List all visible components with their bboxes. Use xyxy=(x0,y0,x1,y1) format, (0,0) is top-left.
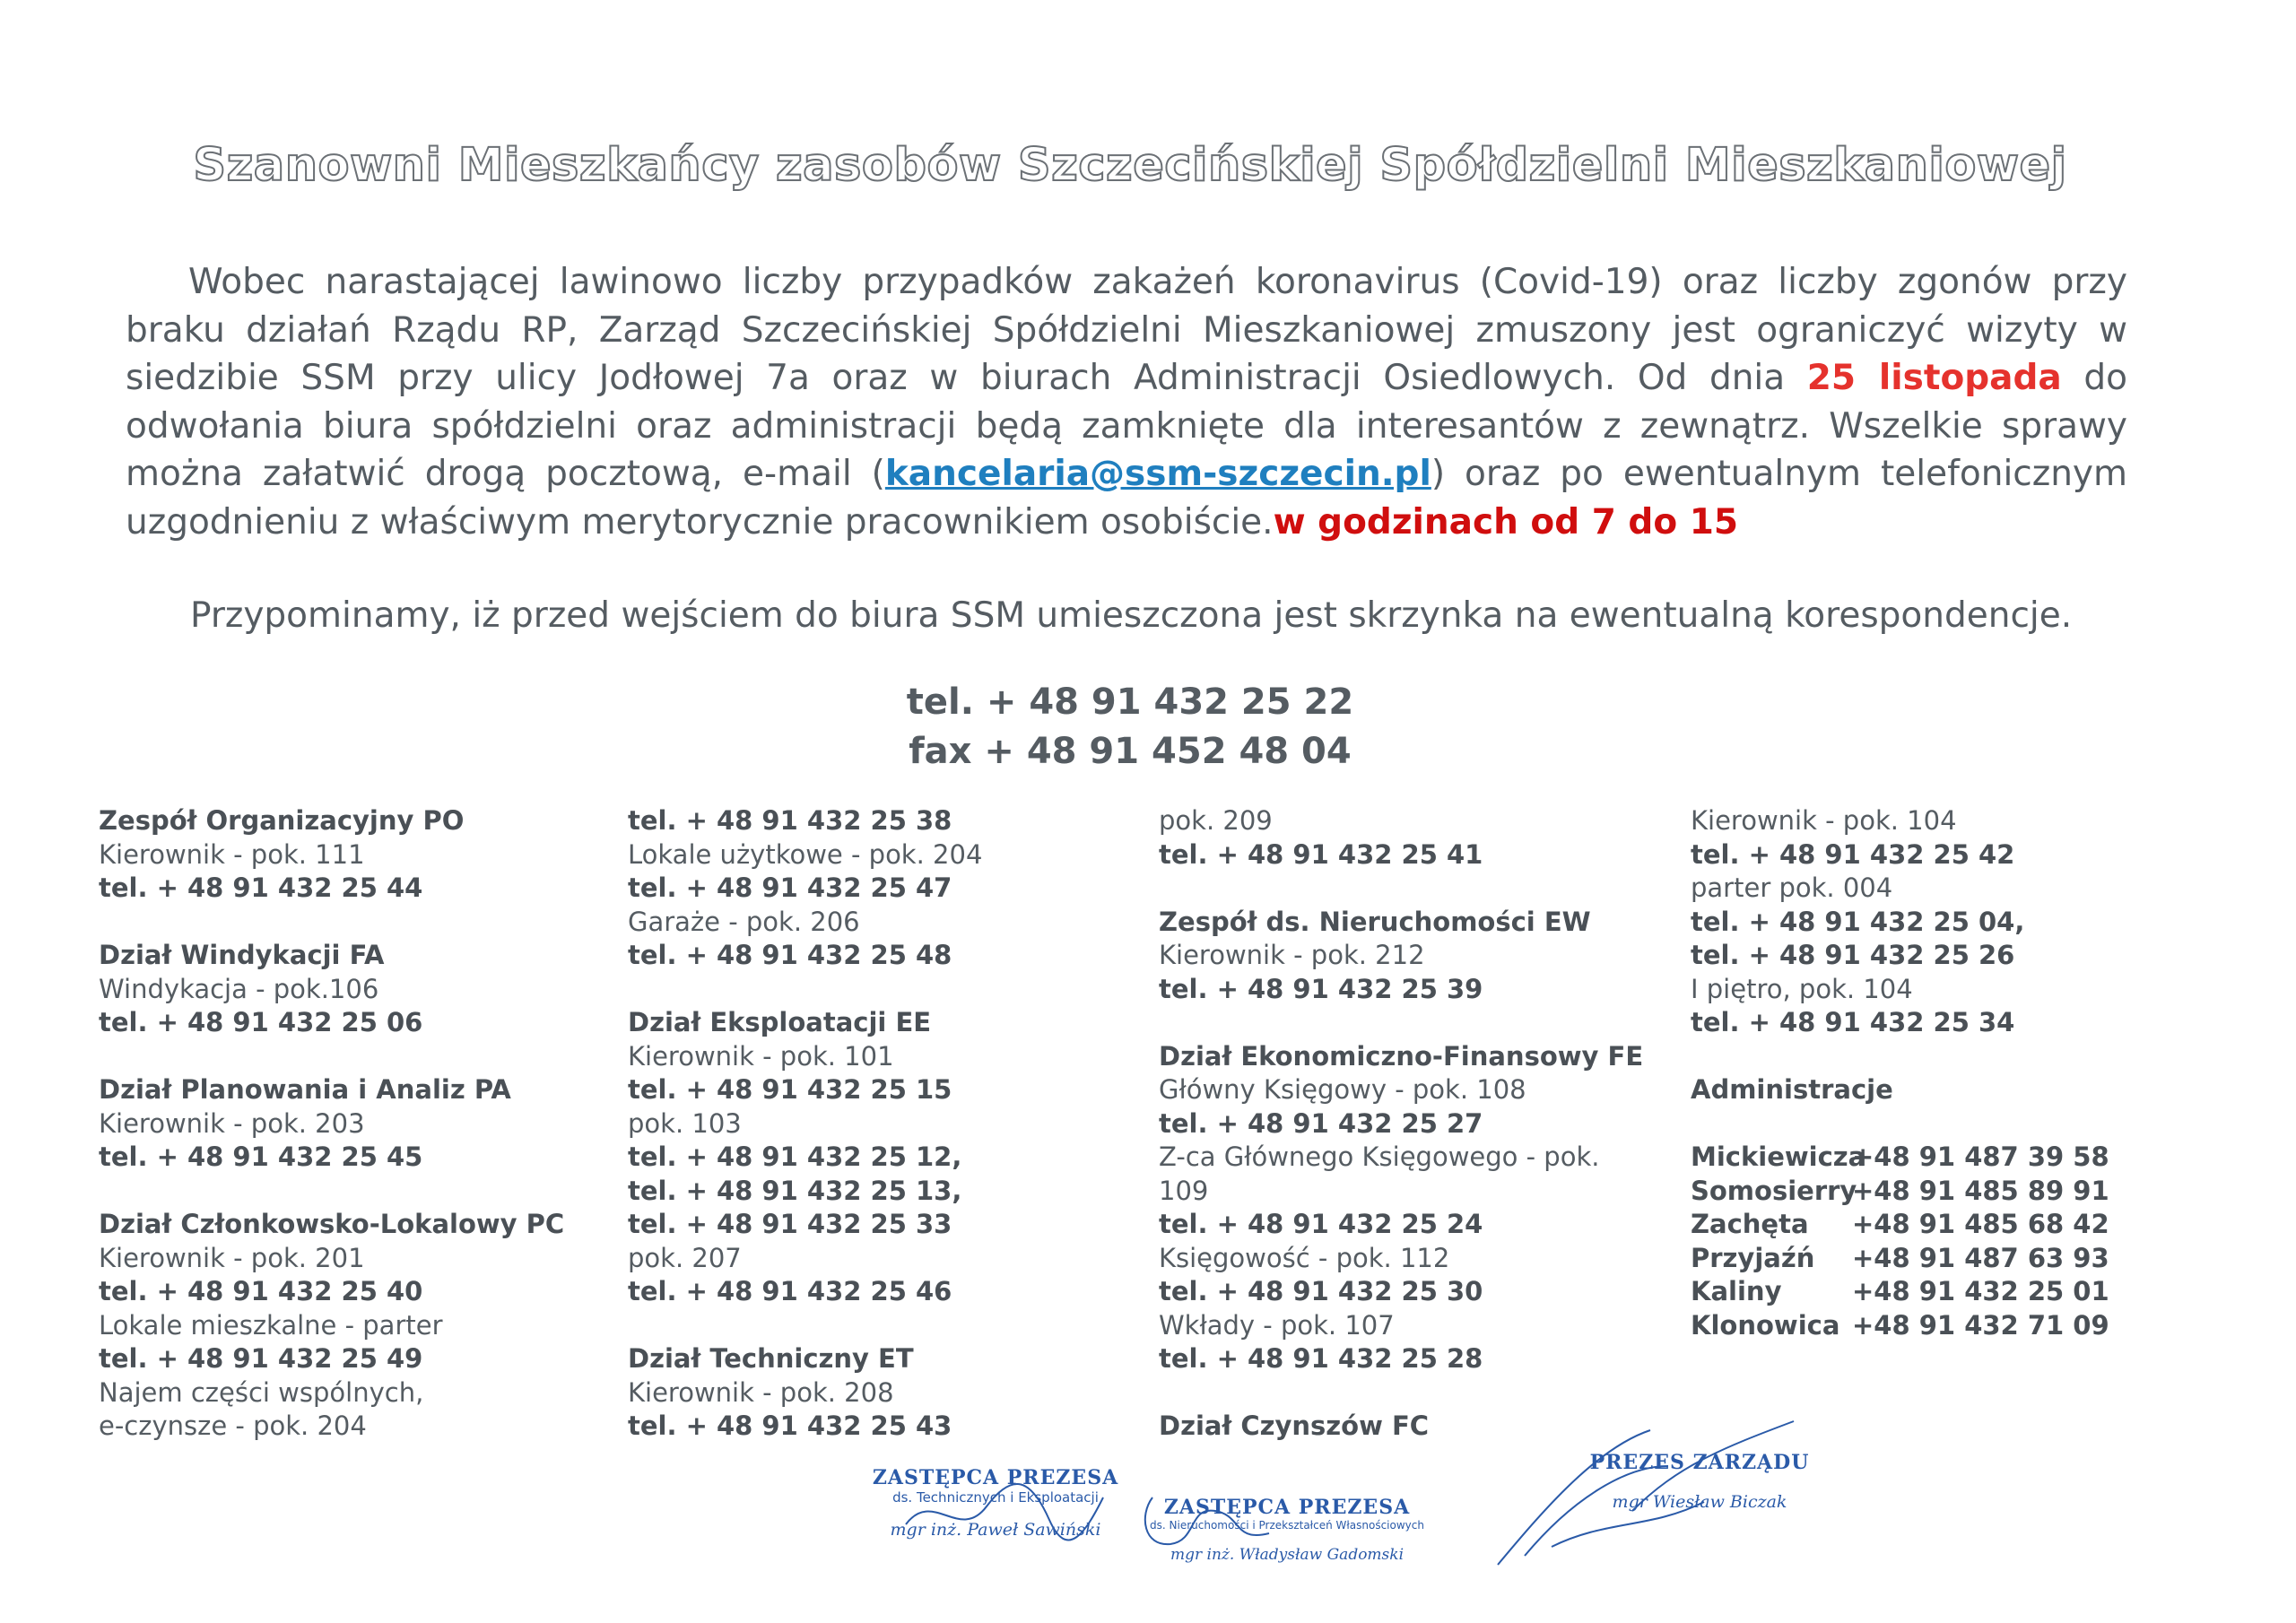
admin-phone: +48 91 485 68 42 xyxy=(1852,1209,2109,1239)
administracje-heading: Administracje xyxy=(1691,1074,1893,1105)
contact-line: Lokale mieszkalne - parter xyxy=(99,1309,443,1341)
contact-phone: tel. + 48 91 432 25 06 xyxy=(99,1007,423,1037)
contact-line: pok. 209 xyxy=(1159,805,1273,836)
contact-phone: tel. + 48 91 432 25 48 xyxy=(628,940,952,970)
main-fax: fax + 48 91 452 48 04 xyxy=(909,731,1352,772)
contact-line: Główny Księgowy - pok. 108 xyxy=(1159,1074,1526,1105)
contact-phone: tel. + 48 91 432 25 30 xyxy=(1159,1276,1483,1306)
contact-phone: tel. + 48 91 432 25 45 xyxy=(99,1141,423,1172)
contact-line: pok. 103 xyxy=(628,1107,742,1139)
contact-phone: tel. + 48 91 432 25 38 xyxy=(628,805,952,836)
contact-phone: tel. + 48 91 432 25 34 xyxy=(1691,1007,2015,1037)
contact-column-1 xyxy=(99,804,610,1444)
admin-row xyxy=(1691,1175,2229,1209)
contact-phone: tel. + 48 91 432 25 49 xyxy=(99,1343,423,1374)
contact-phone: tel. + 48 91 432 25 43 xyxy=(628,1410,952,1441)
stamp-heading: ZASTĘPCA PREZESA xyxy=(1163,1496,1411,1519)
admin-name: Klonowica xyxy=(1691,1309,1840,1341)
contact-line: Kierownik - pok. 104 xyxy=(1691,805,1957,836)
contact-phone: tel. + 48 91 432 25 26 xyxy=(1691,940,2015,970)
main-phone: tel. + 48 91 432 25 22 xyxy=(906,681,1354,723)
admin-name: Kaliny xyxy=(1691,1276,1782,1306)
contact-phone: tel. + 48 91 432 25 24 xyxy=(1159,1209,1483,1239)
contact-phone: tel. + 48 91 432 25 47 xyxy=(628,872,952,903)
contact-phone: tel. + 48 91 432 25 15 xyxy=(628,1074,952,1105)
date-highlight: 25 listopada xyxy=(1806,358,2062,398)
admin-name: Zachęta xyxy=(1691,1209,1809,1239)
intro-paragraph xyxy=(126,258,2127,546)
contact-column-3 xyxy=(1159,804,1670,1444)
admin-row xyxy=(1691,1275,2229,1309)
contact-line: pok. 207 xyxy=(628,1242,742,1273)
contact-line: Kierownik - pok. 203 xyxy=(99,1107,365,1139)
page-title: Szanowni Mieszkańcy zasobów Szczecińskiej Spółdzielni Mieszkaniowej xyxy=(193,139,2067,192)
contact-line: parter pok. 004 xyxy=(1691,872,1893,903)
signature-1 xyxy=(897,1471,1112,1551)
contact-line: Kierownik - pok. 111 xyxy=(99,838,365,870)
contact-line: Wkłady - pok. 107 xyxy=(1159,1309,1395,1341)
contact-phone: tel. + 48 91 432 25 46 xyxy=(628,1276,952,1306)
contact-line: Lokale użytkowe - pok. 204 xyxy=(628,838,983,870)
stamp-name: mgr Wiesław Biczak xyxy=(1612,1492,1787,1512)
stamp-name: mgr inż. Paweł Sawiński xyxy=(890,1520,1101,1540)
reminder-text: Przypominamy, iż przed wejściem do biura SSM umieszczona jest skrzynka na ewentualną korespondencje. xyxy=(190,595,2073,636)
email-link[interactable]: kancelaria@ssm-szczecin.pl xyxy=(884,454,1431,494)
contact-phone: tel. + 48 91 432 25 04, xyxy=(1691,906,2025,937)
admin-phone: +48 91 487 39 58 xyxy=(1852,1141,2109,1172)
contact-phone: tel. + 48 91 432 25 28 xyxy=(1159,1343,1483,1374)
contact-column-2 xyxy=(628,804,1139,1444)
dept-heading: Zespół ds. Nieruchomości EW xyxy=(1159,906,1591,937)
dept-heading: Dział Techniczny ET xyxy=(628,1343,914,1374)
contact-line: Najem części wspólnych, xyxy=(99,1376,424,1408)
contact-phone: tel. + 48 91 432 25 40 xyxy=(99,1276,423,1306)
contact-phone: tel. + 48 91 432 25 13, xyxy=(628,1175,962,1206)
contact-line: Z-ca Głównego Księgowego - pok. xyxy=(1159,1141,1600,1172)
admin-name: Przyjaźń xyxy=(1691,1242,1815,1273)
admin-name: Somosierry xyxy=(1691,1175,1857,1206)
contact-line: Kierownik - pok. 101 xyxy=(628,1040,894,1072)
contact-phone: tel. + 48 91 432 25 41 xyxy=(1159,838,1483,870)
contact-phone: tel. + 48 91 432 25 27 xyxy=(1159,1107,1483,1139)
dept-heading: Dział Ekonomiczno-Finansowy FE xyxy=(1159,1040,1644,1072)
dept-heading: Dział Eksploatacji EE xyxy=(628,1007,932,1037)
dept-heading: Dział Czynszów FC xyxy=(1159,1410,1430,1441)
admin-phone: +48 91 432 25 01 xyxy=(1852,1276,2109,1306)
dept-heading: Dział Windykacji FA xyxy=(99,940,385,970)
contact-line: Garaże - pok. 206 xyxy=(628,906,860,937)
stamp-name: mgr inż. Władysław Gadomski xyxy=(1170,1546,1405,1564)
admin-phone: +48 91 485 89 91 xyxy=(1852,1175,2109,1206)
stamp-subtitle: ds. Nieruchomości i Przekształceń Własnościowych xyxy=(1150,1519,1424,1532)
admin-row xyxy=(1691,1242,2229,1276)
contact-phone: tel. + 48 91 432 25 42 xyxy=(1691,838,2015,870)
contact-phone: tel. + 48 91 432 25 39 xyxy=(1159,973,1483,1004)
contact-line: I piętro, pok. 104 xyxy=(1691,973,1913,1004)
dept-heading: Dział Planowania i Analiz PA xyxy=(99,1074,511,1105)
contact-line: Windykacja - pok.106 xyxy=(99,973,379,1004)
signature-3 xyxy=(1489,1412,1830,1574)
contact-phone: tel. + 48 91 432 25 44 xyxy=(99,872,423,903)
admin-row xyxy=(1691,1309,2229,1343)
admin-row xyxy=(1691,1141,2229,1175)
contact-line: e-czynsze - pok. 204 xyxy=(99,1410,367,1441)
intro-text-3: ) oraz po ewentualnym telefonicznym uzgodnieniu z właściwym merytorycznie pracownikiem osobiście. xyxy=(126,454,2127,542)
contact-line: Kierownik - pok. 212 xyxy=(1159,940,1425,970)
signature-2 xyxy=(1135,1480,1296,1560)
main-contact xyxy=(0,678,2260,777)
stamp-heading: ZASTĘPCA PREZESA xyxy=(872,1466,1119,1489)
stamp-heading: PREZES ZARZĄDU xyxy=(1589,1451,1810,1474)
intro-text-2: do odwołania biura spółdzielni oraz administracji będą zamknięte dla interesantów z zewnątrz. Wszelkie sprawy można załatwić drogą pocztową, e-mail ( xyxy=(126,358,2128,494)
contact-line: 109 xyxy=(1159,1175,1209,1206)
contact-column-4 xyxy=(1691,804,2229,1342)
dept-heading: Dział Członkowsko-Lokalowy PC xyxy=(99,1209,565,1239)
stamp-subtitle: ds. Technicznych i Eksploatacji xyxy=(892,1489,1099,1506)
dept-heading: Zespół Organizacyjny PO xyxy=(99,805,465,836)
admin-row xyxy=(1691,1208,2229,1242)
contact-phone: tel. + 48 91 432 25 12, xyxy=(628,1141,962,1172)
contact-line: Kierownik - pok. 201 xyxy=(99,1242,365,1273)
contact-line: Księgowość - pok. 112 xyxy=(1159,1242,1450,1273)
contact-phone: tel. + 48 91 432 25 33 xyxy=(628,1209,952,1239)
hours-highlight: w godzinach od 7 do 15 xyxy=(1273,501,1738,542)
contact-line: Kierownik - pok. 208 xyxy=(628,1376,894,1408)
admin-phone: +48 91 432 71 09 xyxy=(1852,1309,2109,1341)
admin-name: Mickiewicza xyxy=(1691,1141,1866,1172)
admin-phone: +48 91 487 63 93 xyxy=(1852,1242,2109,1273)
intro-text-1: Wobec narastającej lawinowo liczby przypadków zakażeń koronavirus (Covid-19) oraz liczby zgonów przy braku działań Rządu RP, Zarząd Szczecińskiej Spółdzielni Mieszkaniowej zmuszony jest ograniczyć wizyty w siedzibie SSM przy ulicy Jodłowej 7a oraz w biurach Administracji Osiedlowych. Od dnia xyxy=(126,262,2127,398)
